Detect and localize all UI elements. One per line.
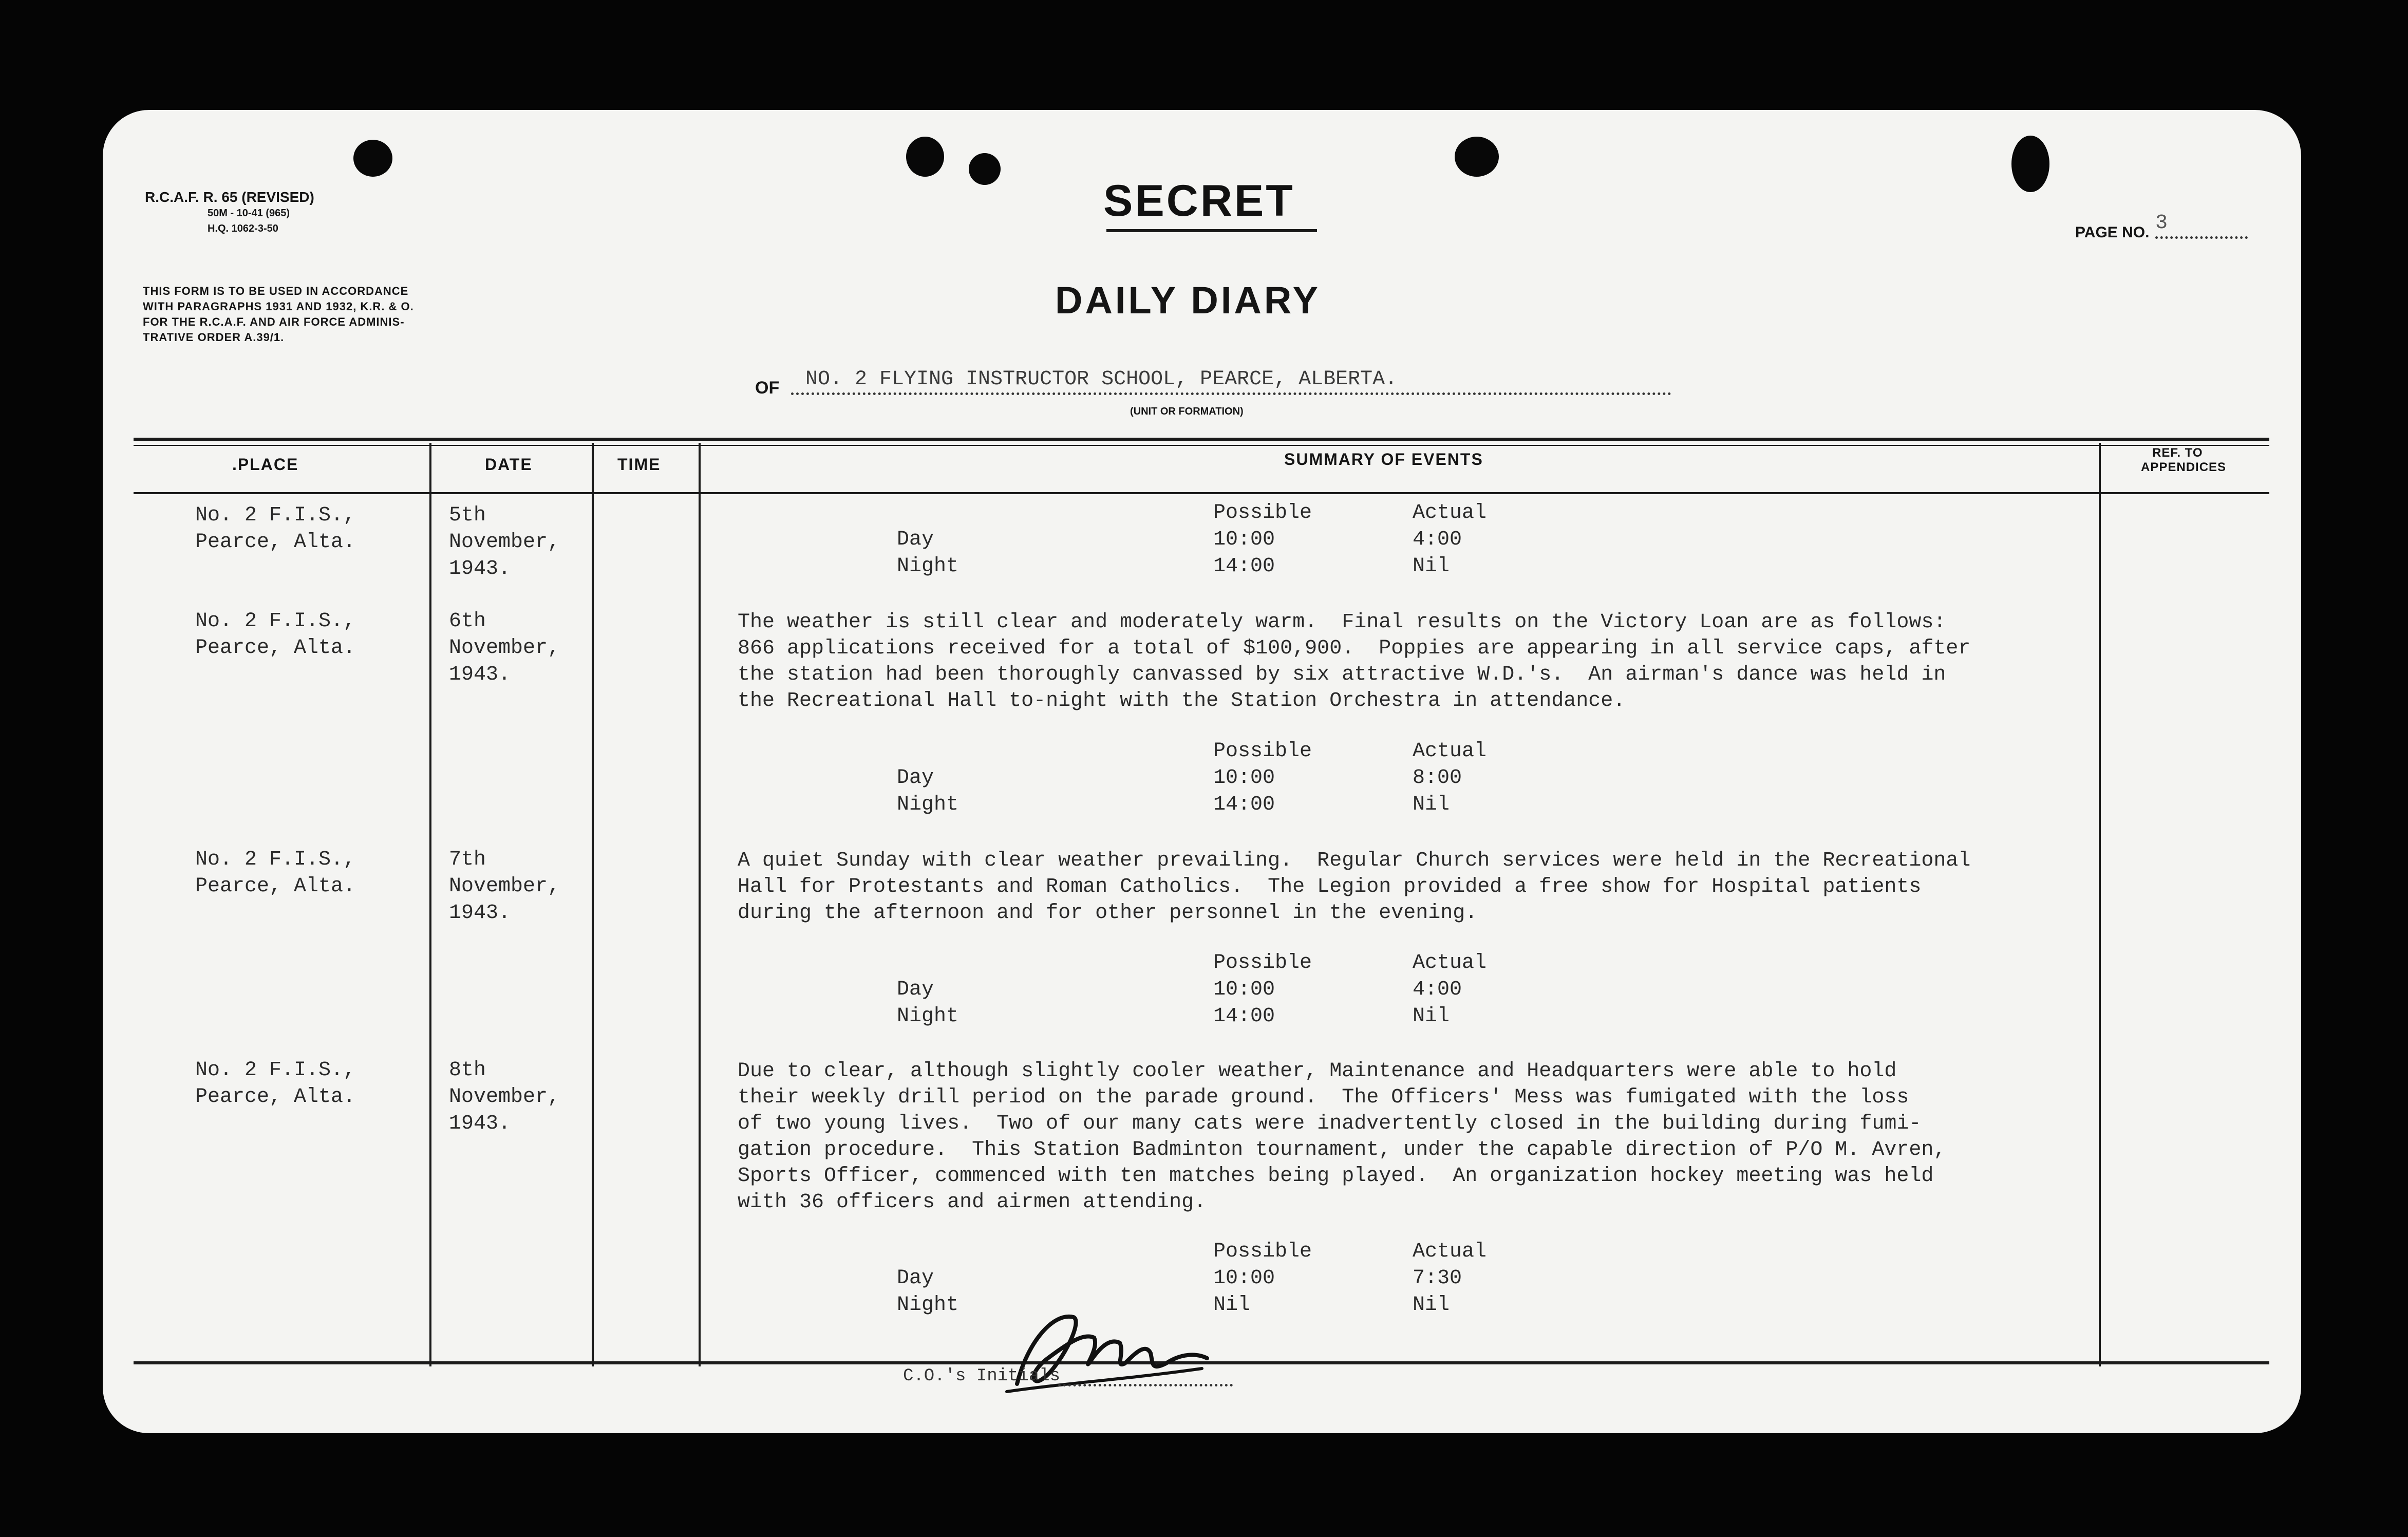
form-instructions-line: WITH PARAGRAPHS 1931 AND 1932, K.R. & O. [143, 300, 414, 313]
table-top-rule [134, 438, 2269, 441]
entry-place [195, 847, 355, 900]
summary-line: gation procedure. This Station Badminton tournament, under the capable direction of P/O M. Avren, [738, 1138, 1946, 1161]
table-top-rule-thin [134, 445, 2269, 446]
form-title: DAILY DIARY [1055, 279, 1321, 322]
flying-hours-actual-header: Actual [1413, 501, 1487, 524]
entry-summary [738, 609, 1970, 714]
col-header-time: TIME [617, 455, 661, 474]
date-line: November, [449, 875, 560, 898]
entry-summary [738, 848, 1970, 926]
punch-hole [2011, 136, 2049, 192]
col-divider [592, 443, 594, 1366]
flying-day-label: Day [897, 766, 934, 790]
punch-hole [353, 140, 392, 177]
flying-night-actual: Nil [1413, 793, 1450, 816]
summary-line: Due to clear, although slightly cooler weather, Maintenance and Headquarters were able to hold [738, 1060, 1897, 1083]
flying-day-actual: 8:00 [1413, 766, 1462, 790]
col-header-summary: SUMMARY OF EVENTS [1284, 450, 1483, 468]
col-header-ref: REF. TO [2152, 446, 2203, 460]
summary-line: of two young lives. Two of our many cats were inadvertently closed in the building during fumi- [738, 1112, 1922, 1135]
flying-night-possible: 14:00 [1213, 1005, 1275, 1028]
col-header-date: DATE [485, 455, 533, 474]
flying-night-possible: 14:00 [1213, 793, 1275, 816]
flying-day-possible: 10:00 [1213, 1267, 1275, 1290]
flying-day-label: Day [897, 528, 934, 551]
date-line: November, [449, 636, 560, 660]
flying-day-possible: 10:00 [1213, 978, 1275, 1001]
punch-hole [1455, 137, 1499, 177]
diary-form-card [103, 110, 2301, 1433]
entry-summary [738, 1058, 1946, 1215]
place-line: No. 2 F.I.S., [195, 1059, 356, 1082]
classification-underline [1106, 229, 1317, 232]
col-divider [2099, 443, 2101, 1366]
col-header-place: .PLACE [232, 455, 299, 474]
unit-underline [791, 392, 1671, 395]
place-line: Pearce, Alta. [195, 636, 356, 660]
flying-day-possible: 10:00 [1213, 766, 1275, 790]
flying-hours-possible-header: Possible [1213, 501, 1312, 524]
entry-date [449, 502, 560, 583]
date-line: 5th [449, 504, 486, 527]
form-instructions-line: FOR THE R.C.A.F. AND AIR FORCE ADMINIS- [143, 315, 405, 328]
col-header-appendices: APPENDICES [2141, 460, 2227, 474]
date-line: November, [449, 1085, 560, 1109]
date-line: 8th [449, 1059, 486, 1082]
summary-line: 866 applications received for a total of $100,900. Poppies are appearing in all service caps, after [738, 637, 1971, 660]
place-line: No. 2 F.I.S., [195, 610, 356, 633]
place-line: Pearce, Alta. [195, 875, 356, 898]
summary-line: Sports Officer, commenced with ten matches being played. An organization hockey meeting was held [738, 1165, 1934, 1188]
entry-place [195, 1057, 355, 1111]
classification-stamp: SECRET [1103, 176, 1295, 226]
summary-line: with 36 officers and airmen attending. [738, 1191, 1207, 1214]
unit-name: NO. 2 FLYING INSTRUCTOR SCHOOL, PEARCE, ALBERTA. [805, 368, 1398, 391]
flying-night-label: Night [897, 555, 959, 578]
header-bottom-rule [134, 492, 2269, 494]
summary-line: A quiet Sunday with clear weather prevailing. Regular Church services were held in the Recreational [738, 849, 1971, 872]
entry-place [195, 608, 355, 662]
summary-line: the station had been thoroughly canvassed by six attractive W.D.'s. An airman's dance was held in [738, 663, 1946, 686]
col-divider [699, 443, 701, 1366]
form-instructions-line: THIS FORM IS TO BE USED IN ACCORDANCE [143, 285, 409, 297]
form-identifier: R.C.A.F. R. 65 (REVISED) [145, 189, 314, 205]
unit-caption: (UNIT OR FORMATION) [1130, 406, 1244, 417]
place-line: Pearce, Alta. [195, 531, 356, 554]
entry-date [449, 847, 560, 927]
entry-date [449, 1057, 560, 1137]
entry-place [195, 502, 355, 556]
co-initials-line [1058, 1384, 1233, 1386]
summary-line: during the afternoon and for other personnel in the evening. [738, 902, 1478, 925]
flying-hours-actual-header: Actual [1413, 951, 1487, 974]
place-line: No. 2 F.I.S., [195, 848, 356, 871]
flying-night-possible: 14:00 [1213, 555, 1275, 578]
flying-night-actual: Nil [1413, 1294, 1450, 1317]
flying-hours-possible-header: Possible [1213, 740, 1312, 763]
flying-day-actual: 7:30 [1413, 1267, 1462, 1290]
summary-line: Hall for Protestants and Roman Catholics. The Legion provided a free show for Hospital patients [738, 875, 1922, 898]
punch-hole [906, 137, 944, 177]
flying-night-label: Night [897, 1005, 959, 1028]
flying-night-label: Night [897, 793, 959, 816]
flying-hours-possible-header: Possible [1213, 1240, 1312, 1263]
page-number-label: PAGE NO. [2075, 224, 2150, 241]
flying-day-actual: 4:00 [1413, 978, 1462, 1001]
date-line: 7th [449, 848, 486, 871]
flying-hours-possible-header: Possible [1213, 951, 1312, 974]
place-line: Pearce, Alta. [195, 1085, 356, 1109]
date-line: 1943. [449, 902, 511, 925]
form-hq-code: H.Q. 1062-3-50 [208, 223, 278, 234]
form-instructions-line: TRATIVE ORDER A.39/1. [143, 331, 285, 344]
page-number-line [2155, 236, 2248, 239]
place-line: No. 2 F.I.S., [195, 504, 356, 527]
entry-date [449, 608, 560, 688]
flying-day-label: Day [897, 978, 934, 1001]
flying-day-label: Day [897, 1267, 934, 1290]
flying-hours-actual-header: Actual [1413, 740, 1487, 763]
flying-day-actual: 4:00 [1413, 528, 1462, 551]
date-line: 1943. [449, 557, 511, 580]
co-initials-label: C.O.'s Initials [903, 1366, 1061, 1386]
flying-day-possible: 10:00 [1213, 528, 1275, 551]
date-line: 1943. [449, 663, 511, 686]
date-line: 6th [449, 610, 486, 633]
date-line: November, [449, 531, 560, 554]
summary-line: The weather is still clear and moderately warm. Final results on the Victory Loan are as follows: [738, 611, 1946, 634]
date-line: 1943. [449, 1112, 511, 1135]
flying-night-actual: Nil [1413, 555, 1450, 578]
unit-of-label: OF [755, 378, 780, 398]
flying-night-actual: Nil [1413, 1005, 1450, 1028]
form-print-code: 50M - 10-41 (965) [208, 208, 290, 219]
col-divider [429, 443, 431, 1366]
flying-night-possible: Nil [1213, 1294, 1251, 1317]
punch-hole [969, 153, 1001, 185]
page-number-value: 3 [2155, 212, 2168, 235]
summary-line: their weekly drill period on the parade ground. The Officers' Mess was fumigated with the loss [738, 1086, 1909, 1109]
flying-night-label: Night [897, 1294, 959, 1317]
flying-hours-actual-header: Actual [1413, 1240, 1487, 1263]
summary-line: the Recreational Hall to-night with the Station Orchestra in attendance. [738, 689, 1626, 713]
